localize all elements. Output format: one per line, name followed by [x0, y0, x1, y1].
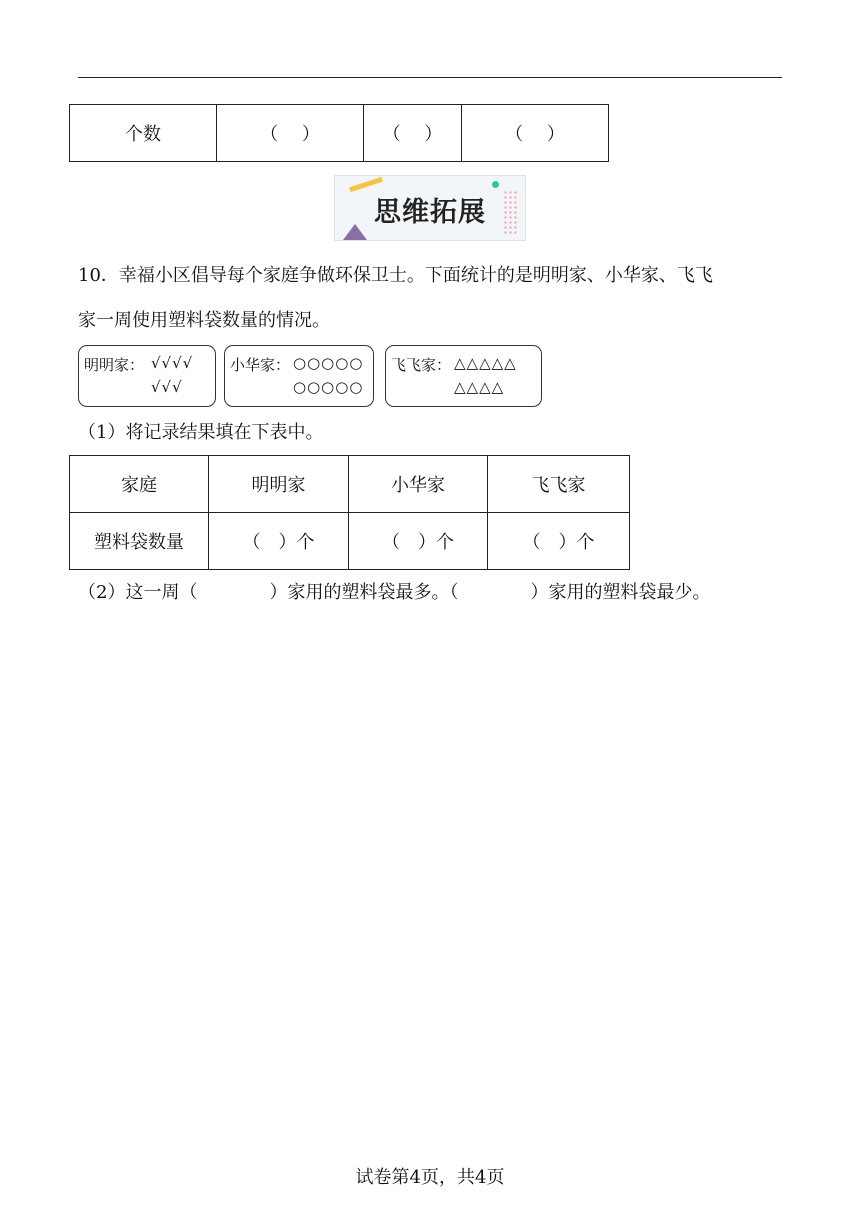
table-row — [70, 513, 630, 570]
record-name: 小华家： — [230, 356, 291, 374]
tally-line: √√√ — [151, 378, 183, 396]
blank-cell[interactable]: （ ） — [364, 105, 462, 162]
tally-line: △△△△△ — [454, 354, 517, 372]
top-rule — [78, 77, 782, 78]
blank-cell[interactable]: （ ）个 — [349, 513, 488, 570]
table-header-row — [70, 456, 630, 513]
column-header: 家庭 — [70, 456, 209, 513]
section-banner — [334, 175, 526, 241]
page-footer: 试卷第4页，共4页 — [355, 1167, 505, 1188]
blank-cell[interactable]: （ ） — [462, 105, 609, 162]
row-label: 个数 — [70, 105, 217, 162]
tally-line: √√√√ — [151, 354, 194, 372]
blank-cell[interactable]: （ ） — [217, 105, 364, 162]
tally-line: ○○○○○ — [293, 378, 364, 396]
sub-question-2: （2）这一周（ ）家用的塑料袋最多。（ ）家用的塑料袋最少。 — [78, 582, 711, 603]
blank-cell[interactable]: （ ）个 — [209, 513, 349, 570]
count-table — [69, 104, 609, 162]
column-header: 明明家 — [209, 456, 349, 513]
record-name: 飞飞家： — [391, 356, 452, 374]
record-box-xiaohua — [224, 345, 374, 407]
tally-line: △△△△ — [454, 378, 505, 396]
question-line-1: 10．幸福小区倡导每个家庭争做环保卫士。下面统计的是明明家、小华家、飞飞 — [78, 265, 713, 286]
row-label: 塑料袋数量 — [70, 513, 209, 570]
blank-cell[interactable]: （ ）个 — [488, 513, 630, 570]
sub-question-1: （1）将记录结果填在下表中。 — [78, 422, 324, 443]
column-header: 小华家 — [349, 456, 488, 513]
banner-title: 思维拓展 — [374, 197, 486, 228]
tally-line: ○○○○○ — [293, 354, 364, 372]
record-box-feifei — [385, 345, 542, 407]
column-header: 飞飞家 — [488, 456, 630, 513]
record-box-mingming — [78, 345, 216, 407]
green-dot-decoration — [492, 181, 499, 188]
question-line-2: 家一周使用塑料袋数量的情况。 — [78, 310, 330, 331]
record-name: 明明家： — [84, 356, 145, 374]
bag-count-table — [69, 455, 630, 570]
table-row — [70, 105, 609, 162]
